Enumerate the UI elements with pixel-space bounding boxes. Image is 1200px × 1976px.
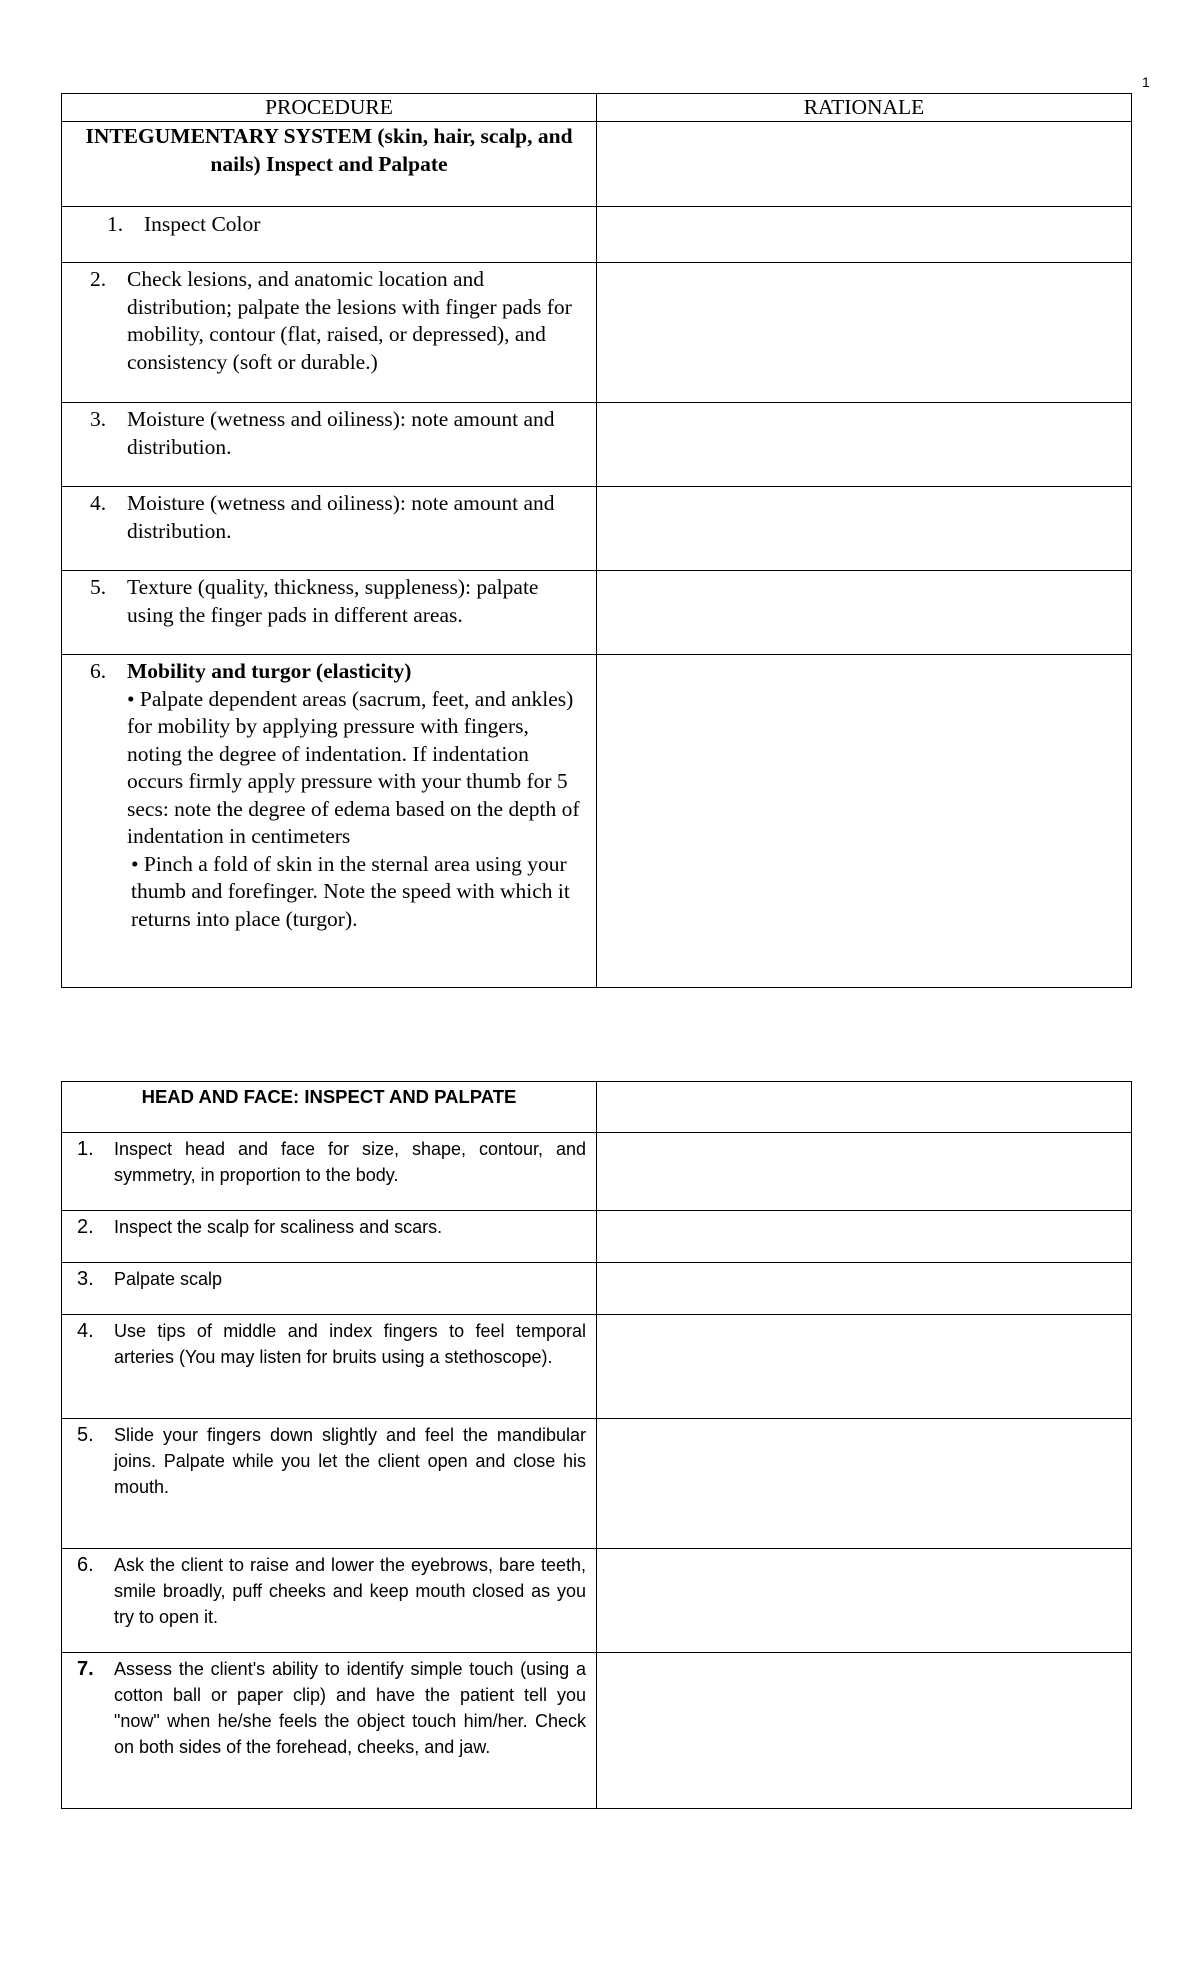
procedure-cell [62, 655, 597, 988]
table-row [62, 1653, 1132, 1809]
item-text: Slide your fingers down slightly and feel the mandibular joins. Palpate while you let the client open and close his mouth. [114, 1425, 586, 1497]
item-text: Ask the client to raise and lower the eyebrows, bare teeth, smile broadly, puff cheeks and keep mouth closed as you try to open it. [114, 1555, 586, 1627]
integumentary-section-title [62, 122, 597, 207]
item-number: 2. [77, 1216, 94, 1238]
item-text: Check lesions, and anatomic location and distribution; palpate the lesions with finger pads for mobility, contour (flat, raised, or depressed), and consistency (soft or durable.) [127, 267, 572, 374]
item-text: Texture (quality, thickness, suppleness): palpate using the finger pads in different areas. [127, 575, 539, 627]
procedure-cell [62, 1549, 597, 1653]
item-text: Use tips of middle and index fingers to feel temporal arteries (You may listen for bruits using a stethoscope). [114, 1321, 586, 1367]
table-header-row [62, 94, 1132, 122]
procedure-cell [62, 1263, 597, 1315]
item-number: 4. [90, 491, 107, 515]
item-number: 6. [90, 659, 107, 683]
section-title-row [62, 122, 1132, 207]
table-row [62, 487, 1132, 571]
rationale-cell [597, 122, 1132, 207]
table-row [62, 571, 1132, 655]
rationale-cell [597, 487, 1132, 571]
table-row [62, 1263, 1132, 1315]
item-number: 1. [77, 1138, 94, 1160]
page-number: 1 [1142, 74, 1150, 90]
rationale-cell [597, 207, 1132, 263]
table-row [62, 1419, 1132, 1549]
item-text: Inspect Color [144, 212, 261, 236]
table-row [62, 403, 1132, 487]
item-text: Palpate scalp [114, 1269, 223, 1289]
rationale-header: RATIONALE [597, 94, 1132, 122]
item-number: 1. [107, 212, 124, 236]
procedure-cell [62, 1315, 597, 1419]
procedure-cell [62, 487, 597, 571]
procedure-cell [62, 1653, 597, 1809]
procedure-cell [62, 1211, 597, 1263]
rationale-cell [597, 571, 1132, 655]
head-face-procedure-table [61, 1081, 1132, 1809]
item-text: Moisture (wetness and oiliness): note amount and distribution. [127, 407, 555, 459]
rationale-cell [597, 1211, 1132, 1263]
procedure-cell [62, 263, 597, 403]
head-face-section-title [62, 1082, 597, 1133]
item-number: 6. [77, 1554, 94, 1576]
item-text: Inspect head and face for size, shape, contour, and symmetry, in proportion to the body. [114, 1139, 586, 1185]
rationale-cell [597, 1315, 1132, 1419]
item-number: 2. [90, 267, 107, 291]
procedure-header: PROCEDURE [62, 94, 597, 122]
item-number: 3. [77, 1268, 94, 1290]
item-text: Moisture (wetness and oiliness): note amount and distribution. [127, 491, 555, 543]
rationale-cell [597, 1653, 1132, 1809]
table-row [62, 655, 1132, 988]
rationale-cell [597, 1082, 1132, 1133]
procedure-cell [62, 207, 597, 263]
rationale-cell [597, 263, 1132, 403]
section-title: INTEGUMENTARY SYSTEM (skin, hair, scalp, and nails) Inspect and Palpate [85, 124, 573, 176]
procedure-cell [62, 403, 597, 487]
table-row [62, 207, 1132, 263]
rationale-cell [597, 1549, 1132, 1653]
rationale-cell [597, 1263, 1132, 1315]
item-number: 3. [90, 407, 107, 431]
bullet-text: • Palpate dependent areas (sacrum, feet, and ankles) for mobility by applying pressure with fingers, noting the degree of indentation. If indentation occurs firmly apply pressure with your thumb for 5 secs: note the degree of edema based on the depth of indentation in centimeters [127, 686, 580, 848]
procedure-cell [62, 1419, 597, 1549]
item-number: 7. [77, 1658, 94, 1680]
bullet-text: • Pinch a fold of skin in the sternal area using your thumb and forefinger. Note the speed with which it returns into place (turgor). [131, 851, 570, 931]
section-title-row [62, 1082, 1132, 1133]
section-title: HEAD AND FACE: INSPECT AND PALPATE [141, 1086, 517, 1107]
rationale-cell [597, 1133, 1132, 1211]
rationale-cell [597, 655, 1132, 988]
item-text: Inspect the scalp for scaliness and scars. [114, 1217, 443, 1237]
procedure-cell [62, 571, 597, 655]
procedure-cell [62, 1133, 597, 1211]
table-row [62, 1133, 1132, 1211]
table-row [62, 1549, 1132, 1653]
rationale-cell [597, 1419, 1132, 1549]
table-row [62, 1211, 1132, 1263]
item-text: Assess the client's ability to identify simple touch (using a cotton ball or paper clip) and have the patient tell you "now" when he/she feels the object touch him/her. Check on both sides of the forehead, cheeks, and jaw. [114, 1659, 586, 1757]
table-row [62, 1315, 1132, 1419]
item-number: 4. [77, 1320, 94, 1342]
integumentary-procedure-table [61, 93, 1132, 988]
item-number: 5. [77, 1424, 94, 1446]
table-row [62, 263, 1132, 403]
item-title: Mobility and turgor (elasticity) [127, 659, 412, 683]
item-number: 5. [90, 575, 107, 599]
rationale-cell [597, 403, 1132, 487]
